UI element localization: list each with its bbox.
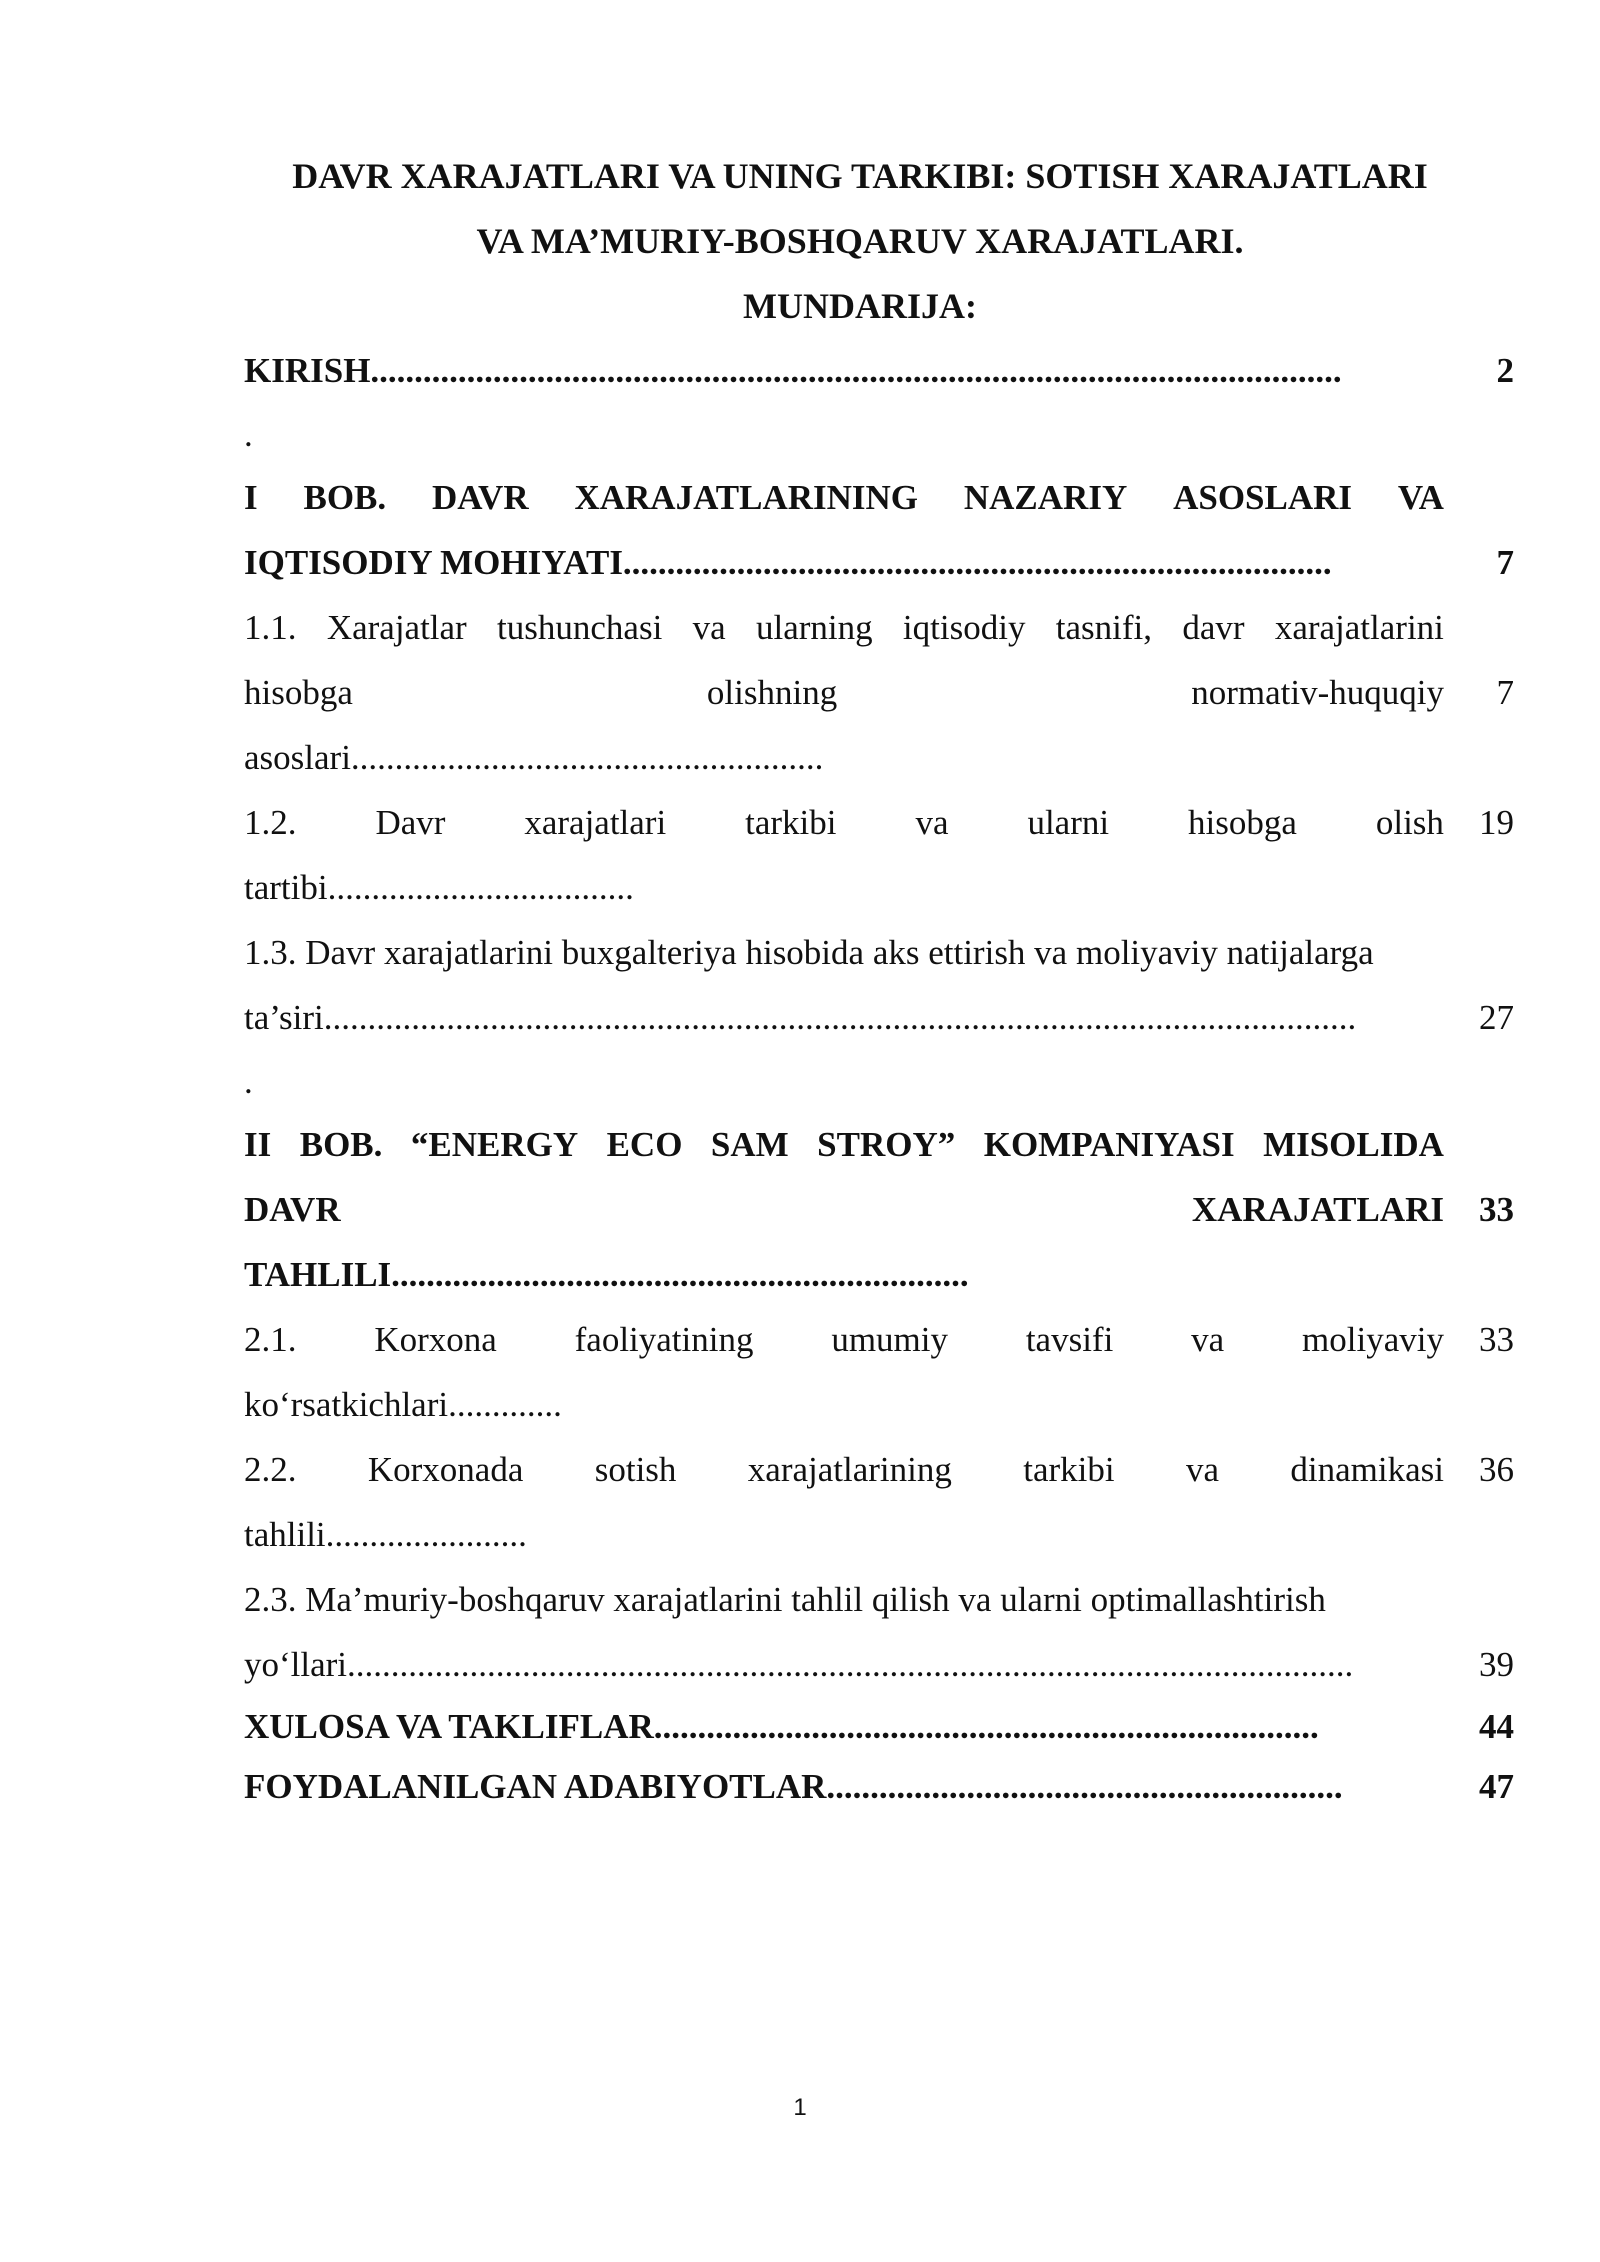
toc-entry-line <box>244 660 1444 725</box>
toc-entry-line <box>244 1112 1444 1177</box>
toc-entry-line: ta’siri...................................................................................................................... <box>244 998 1357 1037</box>
document-title-line-2: VA MA’MURIY-BOSHQARUV XARAJATLARI. <box>476 221 1244 261</box>
word: ularni <box>1027 803 1110 842</box>
toc-entry-adabiyotlar[interactable] <box>244 1757 1514 1817</box>
word: “ENERGY <box>410 1125 579 1164</box>
word: ECO <box>606 1125 683 1164</box>
word: 1.2. <box>244 803 297 842</box>
toc-entry-xulosa[interactable] <box>244 1697 1514 1757</box>
word: dinamikasi <box>1290 1450 1444 1489</box>
toc-entry-line: TAHLILI.................................................................. <box>244 1255 969 1294</box>
word: Xarajatlar <box>326 608 467 647</box>
toc-entry-section-2-2[interactable] <box>244 1437 1514 1567</box>
word: SAM <box>710 1125 789 1164</box>
toc-page-number: 44 <box>1479 1707 1514 1746</box>
toc-page-number: 47 <box>1479 1767 1514 1806</box>
toc-entry-line <box>244 465 1444 530</box>
word: iqtisodiy <box>902 608 1026 647</box>
word: BOB. <box>303 478 387 517</box>
table-of-contents <box>244 338 1514 1817</box>
word: II <box>244 1125 272 1164</box>
stray-dot: . <box>244 1062 253 1101</box>
word: va <box>915 803 949 842</box>
toc-entry-line <box>244 1177 1444 1242</box>
word: va <box>1191 1320 1225 1359</box>
toc-entry-text: FOYDALANILGAN ADABIYOTLAR........................................................... <box>244 1767 1343 1806</box>
contents-heading: MUNDARIJA: <box>743 286 977 326</box>
word: olishning <box>706 673 838 712</box>
word: sotish <box>594 1450 677 1489</box>
toc-entry-line <box>244 1437 1444 1502</box>
page-number: 1 <box>793 2094 807 2121</box>
toc-entry-line: asoslari...................................................... <box>244 738 824 777</box>
word: VA <box>1397 478 1444 517</box>
toc-entry-text: XULOSA VA TAKLIFLAR............................................................................ <box>244 1707 1319 1746</box>
toc-page-number: 7 <box>1496 543 1514 582</box>
word: Davr <box>375 803 446 842</box>
word: ularning <box>755 608 873 647</box>
word: DAVR <box>244 1190 341 1229</box>
toc-page-number: 7 <box>1496 673 1514 712</box>
word: xarajatlarining <box>747 1450 952 1489</box>
toc-entry-line: tartibi................................... <box>244 868 634 907</box>
stray-dot: . <box>244 415 253 454</box>
word: xarajatlari <box>524 803 667 842</box>
word: XARAJATLARI <box>1191 1190 1444 1229</box>
word: moliyaviy <box>1302 1320 1444 1359</box>
toc-entry-section-1-3[interactable] <box>244 920 1514 1050</box>
toc-page-number: 33 <box>1479 1320 1514 1359</box>
toc-entry-chapter-2[interactable] <box>244 1112 1514 1307</box>
toc-entry-text: KIRISH............................................................................................................... <box>244 351 1342 390</box>
word: umumiy <box>831 1320 948 1359</box>
word: hisobga <box>1188 803 1297 842</box>
toc-entry-line: yo‘llari................................................................................................................... <box>244 1645 1354 1684</box>
word: davr <box>1182 608 1245 647</box>
word: tushunchasi <box>497 608 663 647</box>
word: tasnifi, <box>1055 608 1152 647</box>
toc-entry-section-2-1[interactable] <box>244 1307 1514 1437</box>
word: hisobga <box>244 673 353 712</box>
word: NAZARIY <box>963 478 1128 517</box>
toc-entry-line: ko‘rsatkichlari............. <box>244 1385 562 1424</box>
word: olish <box>1375 803 1444 842</box>
toc-page-number: 33 <box>1479 1190 1514 1229</box>
word: I <box>244 478 258 517</box>
word: tarkibi <box>745 803 837 842</box>
toc-entry-kirish[interactable] <box>244 338 1514 403</box>
word: tarkibi <box>1023 1450 1115 1489</box>
word: KOMPANIYASI <box>983 1125 1235 1164</box>
toc-entry-line: IQTISODIY MOHIYATI................................................................................. <box>244 543 1332 582</box>
toc-page-number: 19 <box>1479 803 1514 842</box>
word: faoliyatining <box>574 1320 754 1359</box>
toc-entry-line <box>244 790 1444 855</box>
toc-page-number: 2 <box>1496 351 1514 390</box>
word: 1.1. <box>244 608 297 647</box>
word: ASOSLARI <box>1173 478 1353 517</box>
word: normativ-huquqiy <box>1191 673 1444 712</box>
toc-entry-section-2-3[interactable] <box>244 1567 1514 1697</box>
toc-entry-line <box>244 1307 1444 1372</box>
word: MISOLIDA <box>1263 1125 1444 1164</box>
toc-page-number: 27 <box>1479 998 1514 1037</box>
word: va <box>1185 1450 1220 1489</box>
word: 2.1. <box>244 1320 297 1359</box>
word: xarajatlarini <box>1274 608 1444 647</box>
word: tavsifi <box>1025 1320 1114 1359</box>
word: DAVR <box>432 478 529 517</box>
toc-entry-line <box>244 595 1444 660</box>
toc-entry-line: 1.3. Davr xarajatlarini buxgalteriya hisobida aks ettirish va moliyaviy natijalarga <box>244 933 1374 972</box>
toc-page-number: 39 <box>1479 1645 1514 1684</box>
word: Korxonada <box>367 1450 524 1489</box>
toc-entry-line: tahlili....................... <box>244 1515 527 1554</box>
toc-page-number: 36 <box>1479 1450 1514 1489</box>
toc-entry-section-1-1[interactable] <box>244 595 1514 790</box>
document-title-line-1: DAVR XARAJATLARI VA UNING TARKIBI: SOTISH XARAJATLARI <box>292 156 1428 196</box>
word: XARAJATLARINING <box>574 478 919 517</box>
word: BOB. <box>299 1125 383 1164</box>
word: va <box>692 608 726 647</box>
word: Korxona <box>374 1320 497 1359</box>
word: STROY” <box>817 1125 956 1164</box>
toc-entry-section-1-2[interactable] <box>244 790 1514 920</box>
toc-entry-chapter-1[interactable] <box>244 465 1514 595</box>
toc-entry-line: 2.3. Ma’muriy-boshqaruv xarajatlarini tahlil qilish va ularni optimallashtirish <box>244 1580 1326 1619</box>
word: 2.2. <box>244 1450 297 1489</box>
